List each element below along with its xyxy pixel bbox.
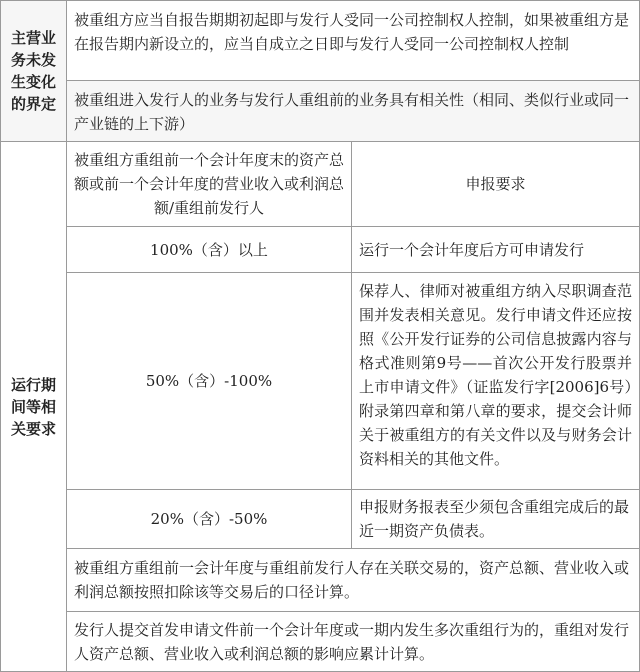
requirement-cell-20-50 [351,489,640,549]
ratio-cell-50-100 [66,272,352,490]
row-text: 被重组进入发行人的业务与发行人重组前的业务具有相关性（相同、类似行业或同一产业链的上下游） [74,91,630,133]
ratio-cell-20-50 [66,489,352,549]
note-row-multiple-reorganizations [66,611,640,672]
requirement-text: 保荐人、律师对被重组方纳入尽职调查范围并发表相关意见。发行申请文件还应按照《公开发行证券的公司信息披露内容与格式准则第9号——首次公开发行股票并上市申请文件》（证监发行字[2006]6号）附录第四章和第八章的要求，提交会计师关于被重组方的有关文件以及与财务会计资料相关的其他文件。 [359,282,632,468]
ratio-text: 20%（含）-50% [150,510,268,528]
ratio-text: 50%（含）-100% [145,372,273,390]
note-text: 被重组方重组前一会计年度与重组前发行人存在关联交易的，资产总额、营业收入或利润总额按照扣除该等交易后的口径计算。 [74,559,630,601]
section-label-business-unchanged [0,0,67,142]
section1-row1 [66,0,640,81]
section-label-operating-period [0,141,67,672]
note-text: 发行人提交首发申请文件前一个会计年度或一期内发生多次重组行为的，重组对发行人资产总额、营业收入或利润总额的影响应累计计算。 [74,620,630,663]
requirement-text: 申报财务报表至少须包含重组完成后的最近一期资产负债表。 [359,498,630,540]
note-row-related-transactions [66,548,640,612]
section1-row2 [66,80,640,142]
requirement-cell-100 [351,226,640,273]
column-header-ratio [66,141,352,227]
column-header-requirement [351,141,640,227]
ratio-cell-100 [66,226,352,273]
section-label-text: 主营业务未发生变化的界定 [10,29,56,113]
column-header-text: 被重组方重组前一个会计年度末的资产总额或前一个会计年度的营业收入或利润总额/重组前发行人 [74,151,345,217]
requirement-text: 运行一个会计年度后方可申请发行 [359,240,585,259]
section-label-text: 运行期间等相关要求 [10,375,56,438]
ratio-text: 100%（含）以上 [150,240,268,259]
requirement-cell-50-100 [351,272,640,490]
column-header-text: 申报要求 [465,175,526,193]
row-text: 被重组方应当自报告期期初起即与发行人受同一公司控制权人控制，如果被重组方是在报告期内新设立的，应当自成立之日即与发行人受同一公司控制权人控制 [74,11,630,53]
